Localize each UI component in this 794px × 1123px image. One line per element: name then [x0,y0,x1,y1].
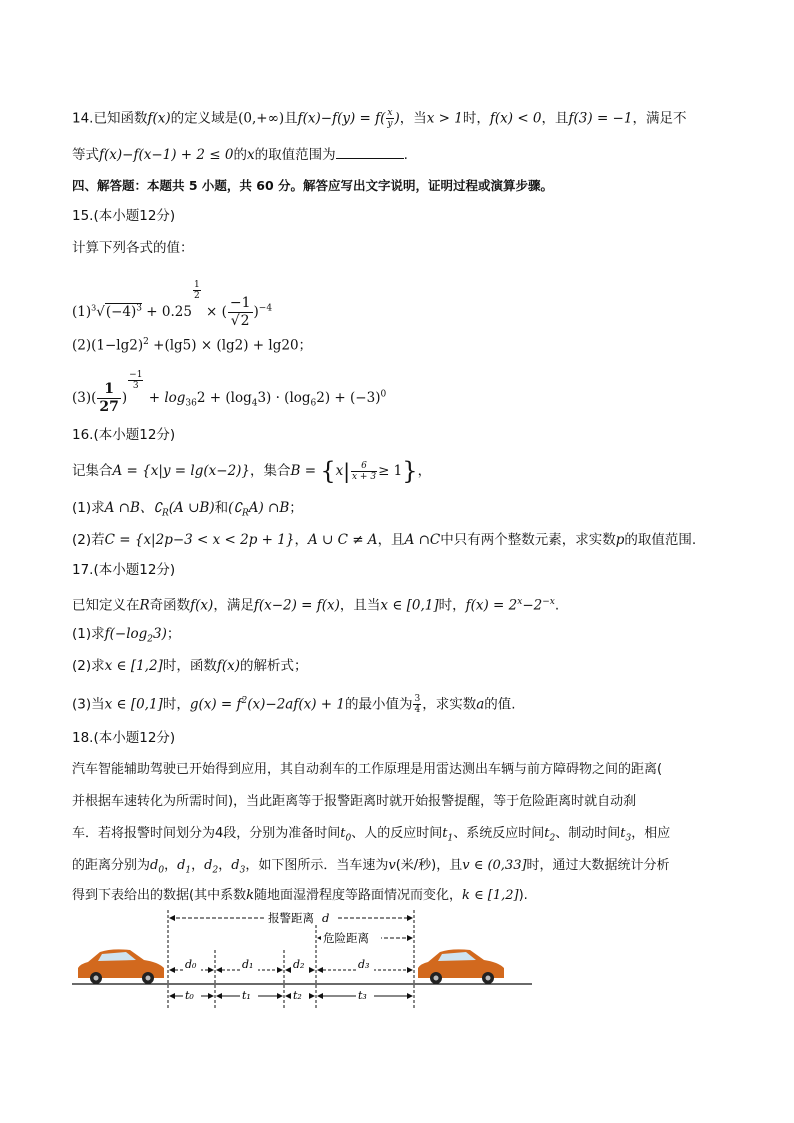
d1-label: d₁ [242,958,254,971]
t2-label: t₂ [293,989,302,1002]
danger-distance-label: 危险距离 [323,931,369,945]
d2-label: d₂ [293,958,305,971]
q15-part2: $(2)(1-\lg 2)^2 +(\lg 5) \times (\lg 2) + \lg 20$； [72,337,313,354]
q16-part2: (2)若C = {x|2p−3 < x < 2p + 1}，A ∪ C ≠ A，且A ∩C中只有两个整数元素，求实数p的取值范围. [72,532,697,548]
t3-label: t₃ [358,989,367,1002]
q18-line2: 并根据车速转化为所需时间)，当此距离等于报警距离时就开始报警提醒，等于危险距离时就自动刹 [72,794,637,809]
alarm-distance-var: d [322,911,330,925]
q17-line1: 已知定义在R奇函数f(x)，满足f(x−2) = f(x)，且当x ∈ [0,1]时，$f(x) = 2^x-2^{-x}$. [72,597,560,614]
alarm-distance-label: 报警距离 [268,911,314,925]
q17-part3: (3)当x ∈ [0,1]时，$g(x) = f^2(x)-2af(x) + 1$的最小值为 $\frac{3}{4}$ ，求实数a的值. [72,694,516,715]
braking-distance-diagram [72,910,542,1015]
q15-title: 15.(本小题12分) [72,208,176,224]
t1-label: t₁ [242,989,251,1002]
answer-blank [336,144,404,159]
q16-part1: (1)求A ∩B、$∁_R(A$ ∪B)和$(∁_RA)$ ∩B； [72,500,303,519]
q18-title: 18.(本小题12分) [72,730,176,746]
q17-title: 17.(本小题12分) [72,562,176,578]
q18-line1: 汽车智能辅助驾驶已开始得到应用，其自动刹车的工作原理是用雷达测出车辆与前方障碍物之间的距离( [72,762,663,777]
q14-line2: 等式f(x)−f(x−1) + 2 ≤ 0的x的取值范围为 . [72,144,408,165]
q18-line3: 车．若将报警时间划分为4段，分别为准备时间$t_0$、人的反应时间$t_1$、系统反应时间$t_2$、制动时间$t_3$，相应 [72,826,671,844]
section-heading: 四、解答题：本题共 5 小题，共 60 分。解答应写出文字说明，证明过程或演算步骤。 [72,178,554,193]
q18-line4: 的距离分别为$d_0$，$d_1$，$d_2$，$d_3$，如下图所示．当车速为v(米/秒)，且v ∈ (0,33]时，通过大数据统计分析 [72,858,670,876]
q15-intro: 计算下列各式的值： [72,240,194,256]
d0-label: d₀ [185,958,197,971]
q16-line1: 记集合A = {x|y = lg(x−2)}，集合B = {x| $\frac{6}{x + 3}$ ≥ 1}， [72,457,432,485]
q16-title: 16.(本小题12分) [72,427,176,443]
q15-part3: (3)( $\frac{1}{27}$ ) $\frac{-1}{3}$ + $\log_{36}2 + (\log_43) \cdot (\log_62) + (-3)^0$ [72,370,387,415]
car-icon [78,949,164,984]
q17-part1: (1)求$f(-\log_23)$； [72,626,181,645]
t0-label: t₀ [185,989,194,1002]
car-icon [418,949,504,984]
q14-line1: 14.已知函数f(x)的定义域是(0,+∞)且f(x)−f(y) = f( $\frac{x}{y}$ )，当x > 1时，f(x) < 0，且f(3) = −1，满足不 [72,108,687,129]
d3-label: d₃ [358,958,370,971]
q15-part1: $(1)^3√(-4)^3 + 0.25$ $\frac{1}{2}$ × ( $\frac{-1}{√2}$ )$^{-4}$ [72,280,273,329]
q18-line5: 得到下表给出的数据(其中系数k随地面湿滑程度等路面情况而变化，k ∈ [1,2]). [72,888,528,903]
q17-part2: (2)求x ∈ [1,2]时，函数f(x)的解析式； [72,658,308,674]
